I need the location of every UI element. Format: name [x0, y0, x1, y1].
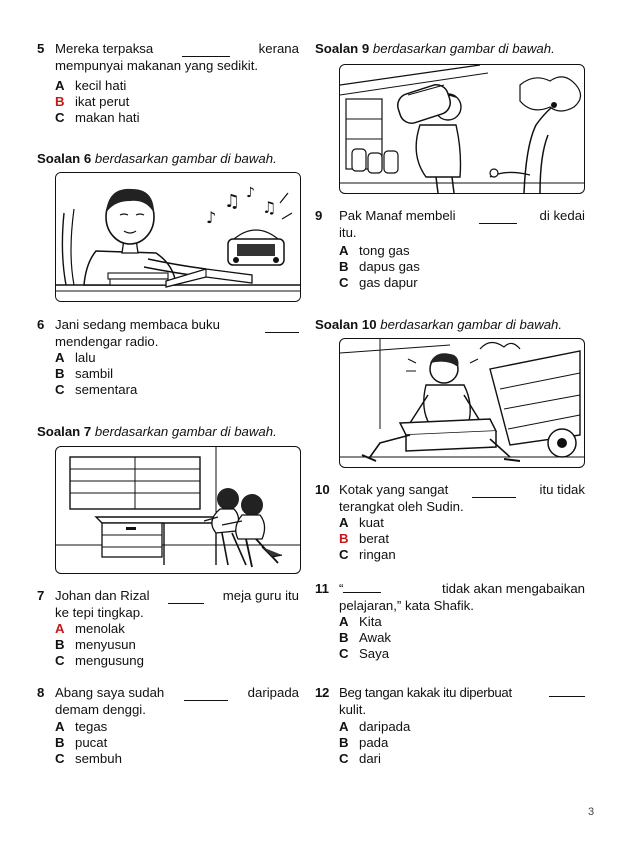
question-6-stem: 6 Jani sedang membaca buku mendengar radio.	[37, 316, 299, 350]
section-heading-6: Soalan 6 berdasarkan gambar di bawah.	[37, 151, 277, 166]
answer-blank[interactable]	[184, 684, 228, 701]
question-12-options	[339, 719, 410, 767]
option-b[interactable]: B sambil	[55, 366, 114, 381]
question-5-stem	[37, 40, 299, 74]
option-c[interactable]: C Saya	[339, 646, 390, 661]
option-c[interactable]: C mengusung	[55, 653, 144, 668]
question-8-options	[55, 719, 122, 767]
question-11-options	[339, 614, 391, 662]
gas-tank-drawing	[340, 65, 584, 193]
question-12-stem: 12 Beg tangan kakak itu diperbuat kulit.	[315, 684, 585, 718]
option-b[interactable]: B Awak	[339, 630, 392, 645]
option-b[interactable]: B pada	[339, 735, 389, 750]
option-c[interactable]: C dari	[339, 751, 381, 766]
illustration-boy-lifting-box	[339, 338, 585, 468]
question-9-stem: 9 Pak Manaf membeli di kedai itu.	[315, 208, 585, 240]
question-8-stem: 8 Abang saya sudah daripada demam denggi.	[37, 685, 299, 717]
option-a[interactable]: A tong gas	[339, 243, 410, 258]
question-number: 5	[37, 41, 45, 56]
option-b[interactable]: B ikat perut	[55, 94, 130, 109]
option-a[interactable]: A Kita	[339, 614, 382, 629]
answer-blank[interactable]	[479, 207, 517, 224]
option-a[interactable]: A daripada	[339, 719, 411, 734]
section-heading-10: Soalan 10 berdasarkan gambar di bawah.	[315, 317, 563, 332]
question-7-options	[55, 621, 144, 669]
option-c[interactable]: C sembuh	[55, 751, 122, 766]
section-heading-9: Soalan 9 berdasarkan gambar di bawah.	[315, 41, 555, 56]
answer-blank[interactable]	[343, 592, 381, 593]
answer-blank[interactable]	[182, 40, 230, 57]
question-10-stem: 10 Kotak yang sangat itu tidak terangkat oleh Sudin.	[315, 482, 585, 514]
question-6-options	[55, 350, 137, 398]
answer-blank[interactable]	[168, 587, 204, 604]
pushing-desk-drawing	[56, 447, 300, 573]
question-5-options	[55, 78, 140, 126]
question-11-stem: 11 “ tidak akan mengabaikan pelajaran,” kata Shafik.	[315, 581, 585, 613]
question-10-options	[339, 515, 396, 563]
option-b[interactable]: B pucat	[55, 735, 108, 750]
option-a[interactable]: A tegas	[55, 719, 108, 734]
page-number: 3	[588, 806, 595, 818]
answer-blank[interactable]	[265, 316, 299, 333]
lifting-box-drawing	[340, 339, 584, 467]
illustration-boy-reading-radio	[55, 172, 301, 302]
svg-text:♫: ♫	[224, 191, 241, 212]
option-a[interactable]: A lalu	[55, 350, 96, 365]
option-a[interactable]: A kuat	[339, 515, 384, 530]
option-b[interactable]: B berat	[339, 531, 390, 546]
option-b[interactable]: B dapus gas	[339, 259, 420, 274]
option-c[interactable]: C gas dapur	[339, 275, 418, 290]
option-a[interactable]: A menolak	[55, 621, 125, 636]
section-heading-7: Soalan 7 berdasarkan gambar di bawah.	[37, 424, 277, 439]
question-text: mempunyai makanan yang sedikit.	[55, 58, 259, 73]
question-text: kerana	[258, 41, 299, 56]
answer-blank[interactable]	[549, 696, 585, 697]
option-c[interactable]: C makan hati	[55, 110, 140, 125]
question-9-options	[339, 243, 420, 291]
option-c[interactable]: C ringan	[339, 547, 396, 562]
option-a[interactable]: A kecil hati	[55, 78, 127, 93]
question-text: Mereka terpaksa	[55, 41, 154, 56]
svg-text:♫: ♫	[262, 198, 277, 217]
question-7-stem: 7 Johan dan Rizal meja guru itu ke tepi tingkap.	[37, 588, 299, 620]
illustration-man-carrying-gas-tank	[339, 64, 585, 194]
option-c[interactable]: C sementara	[55, 382, 138, 397]
illustration-boys-pushing-desk	[55, 446, 301, 574]
reading-boy-drawing	[56, 173, 300, 301]
svg-text:♪: ♪	[206, 208, 217, 227]
answer-blank[interactable]	[472, 481, 516, 498]
svg-text:♪: ♪	[246, 185, 255, 201]
option-b[interactable]: B menyusun	[55, 637, 136, 652]
